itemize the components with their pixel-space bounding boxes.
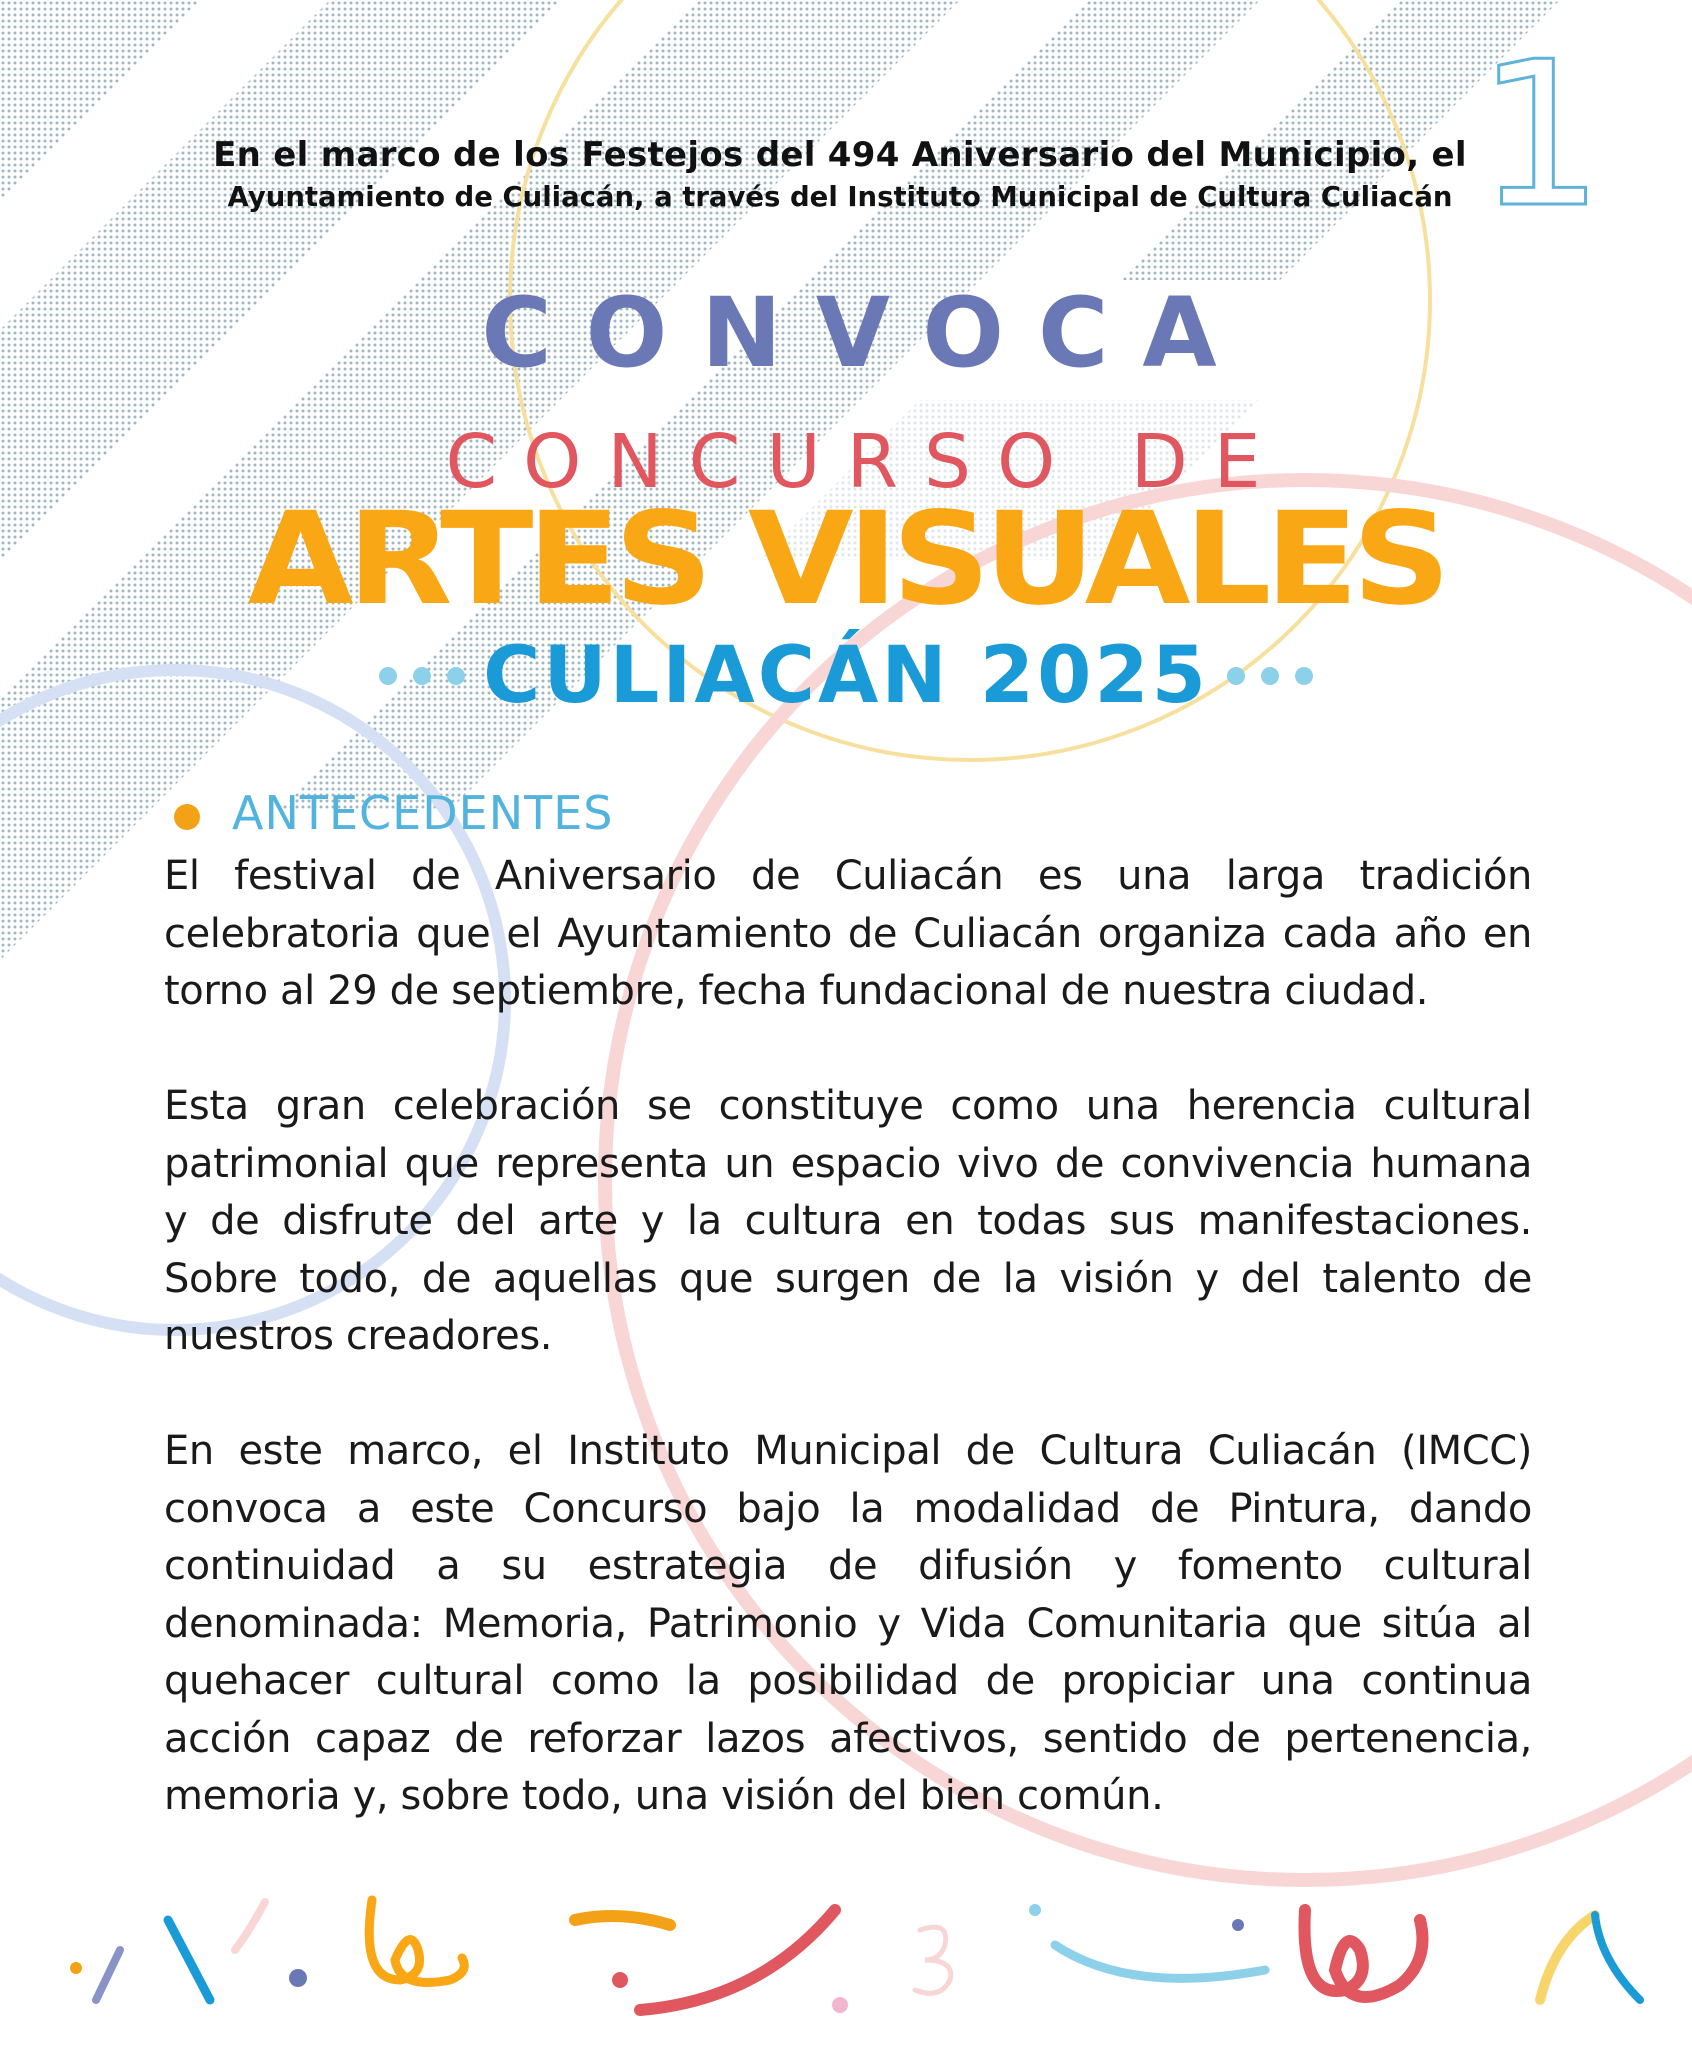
left-dots	[379, 667, 465, 685]
dot	[447, 667, 465, 685]
header-line-1: En el marco de los Festejos del 494 Aniversario del Municipio, el	[213, 135, 1467, 175]
header-line-2: Ayuntamiento de Culiacán, a través del Instituto Municipal de Cultura Culiacán	[227, 181, 1453, 213]
header	[150, 132, 1530, 216]
dot	[1227, 667, 1245, 685]
subtitle-row	[0, 630, 1692, 722]
dot	[413, 667, 431, 685]
dot	[1295, 667, 1313, 685]
page-number: 1	[1476, 19, 1604, 252]
paragraph-3: En este marco, el Instituto Municipal de Cultura Culiacán (IMCC) convoca a este Concurso bajo la modalidad de Pintura, dando continuidad a su estrategia de difusión y fomento cultural denominada: Memoria, Patrimonio y Vida Comunitaria que sitúa al quehacer cultural como la posibilidad de propiciar una continua acción capaz de reforzar lazos afectivos, sentido de pertenencia, memoria y, sobre todo, una visión del bien común.	[164, 1428, 1532, 1819]
culiacan-2025-subtitle: CULIACÁN 2025	[483, 631, 1209, 721]
paragraph-2: Esta gran celebración se constituye como una herencia cultural patrimonial que representa un espacio vivo de convivencia humana y de disfrute del arte y la cultura en todas sus manifestaciones. Sobre todo, de aquellas que surgen de la visión y del talento de nuestros creadores.	[164, 1083, 1532, 1359]
concurso-de-heading: CONCURSO DE	[445, 419, 1287, 505]
convoca-heading: CONVOCA	[481, 277, 1251, 389]
paragraph-1: El festival de Aniversario de Culiacán es una larga tradición celebratoria que el Ayuntamiento de Culiacán organiza cada año en torno al 29 de septiembre, fecha fundacional de nuestra ciudad.	[164, 853, 1532, 1014]
dot	[379, 667, 397, 685]
bottom-squiggle-decoration	[0, 1880, 1692, 2048]
antecedentes-body	[164, 848, 1532, 1883]
section-heading	[174, 786, 613, 840]
artes-visuales-title: ARTES VISUALES	[247, 485, 1445, 634]
antecedentes-heading: ANTECEDENTES	[232, 786, 614, 840]
dot	[1261, 667, 1279, 685]
bullet-icon	[174, 804, 200, 830]
right-dots	[1227, 667, 1313, 685]
